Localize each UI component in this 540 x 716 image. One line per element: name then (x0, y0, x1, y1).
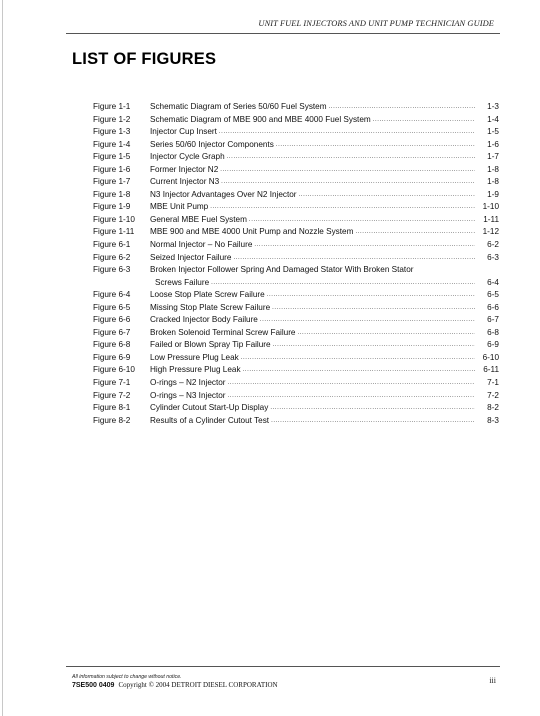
figure-label: Figure 1-8 (93, 189, 131, 199)
dot-leader (299, 189, 475, 202)
running-header: UNIT FUEL INJECTORS AND UNIT PUMP TECHNICIAN GUIDE (258, 19, 494, 28)
figure-page: 8-3 (487, 415, 499, 425)
figure-page: 7-2 (487, 390, 499, 400)
figure-label: Figure 6-8 (93, 340, 131, 350)
figure-label: Figure 1-6 (93, 164, 131, 174)
dot-leader (260, 314, 475, 327)
figure-label: Figure 1-5 (93, 152, 131, 162)
figure-page: 1-3 (487, 102, 499, 111)
dot-leader (272, 302, 475, 315)
page-edge (2, 0, 3, 716)
figure-title: Series 50/60 Injector Components (150, 139, 274, 149)
figure-label: Figure 1-7 (93, 177, 131, 187)
figure-title: MBE Unit Pump (150, 202, 209, 212)
figure-page: 6-7 (487, 315, 499, 325)
dot-leader (373, 114, 475, 127)
figure-title: Normal Injector – No Failure (150, 240, 253, 250)
figure-page: 1-6 (487, 139, 499, 149)
dot-leader (228, 390, 475, 403)
figure-label: Figure 6-5 (93, 302, 131, 312)
figure-title: Injector Cycle Graph (150, 152, 225, 162)
figure-entry (93, 352, 499, 365)
figure-entry (93, 114, 499, 127)
figure-title: Schematic Diagram of MBE 900 and MBE 4000 Fuel System (150, 114, 371, 124)
figure-page: 6-10 (482, 352, 499, 362)
figure-title: Broken Solenoid Terminal Screw Failure (150, 327, 296, 337)
dot-leader (221, 176, 475, 189)
figure-label: Figure 6-6 (93, 315, 131, 325)
figure-entry (93, 314, 499, 327)
dot-leader (267, 289, 475, 302)
page-title: LIST OF FIGURES (72, 50, 217, 68)
figure-title: Injector Cup Insert (150, 127, 217, 137)
figure-page: 6-3 (487, 252, 499, 262)
figure-title: Current Injector N3 (150, 177, 220, 187)
dot-leader (227, 151, 475, 164)
figure-page: 1-8 (487, 164, 499, 174)
figure-entry-continued (93, 277, 499, 290)
figure-title: Former Injector N2 (150, 164, 219, 174)
figure-title: Schematic Diagram of Series 50/60 Fuel System (150, 102, 327, 111)
figure-title: Loose Stop Plate Screw Failure (150, 290, 265, 300)
figure-label: Figure 6-10 (93, 365, 135, 375)
figure-label: Figure 1-10 (93, 214, 135, 224)
figure-title-continued: Screws Failure (155, 277, 210, 287)
figure-page: 1-9 (487, 189, 499, 199)
figure-entry (93, 289, 499, 302)
figure-page: 1-8 (487, 177, 499, 187)
figure-page: 1-5 (487, 127, 499, 137)
dot-leader (233, 252, 475, 265)
figure-title: MBE 900 and MBE 4000 Unit Pump and Nozzle System (150, 227, 354, 237)
dot-leader (249, 214, 475, 227)
figure-page: 6-6 (487, 302, 499, 312)
footer-rule (66, 666, 500, 667)
figure-entry (93, 302, 499, 315)
figure-entry (93, 339, 499, 352)
figure-entry (93, 239, 499, 252)
dot-leader (355, 226, 475, 239)
figure-label: Figure 6-1 (93, 240, 131, 250)
figure-entry (93, 364, 499, 377)
figure-entry (93, 176, 499, 189)
figure-label: Figure 1-2 (93, 114, 131, 124)
figure-page: 6-8 (487, 327, 499, 337)
figure-page: 6-5 (487, 290, 499, 300)
dot-leader (254, 239, 475, 252)
figure-title: Low Pressure Plug Leak (150, 352, 239, 362)
figure-label: Figure 6-2 (93, 252, 131, 262)
figure-label: Figure 8-2 (93, 415, 131, 425)
list-of-figures (93, 101, 499, 427)
figure-label: Figure 7-2 (93, 390, 131, 400)
figure-page: 1-7 (487, 152, 499, 162)
figure-label: Figure 1-3 (93, 127, 131, 137)
figure-page: 1-12 (482, 227, 499, 237)
figure-label: Figure 6-3 (93, 265, 131, 275)
figure-entry (93, 164, 499, 177)
figure-label: Figure 6-7 (93, 327, 131, 337)
figure-page: 1-11 (483, 214, 499, 224)
dot-leader (211, 277, 475, 290)
figure-entry (93, 214, 499, 227)
figure-entry (93, 377, 499, 390)
header-rule (66, 33, 500, 34)
figure-title: Failed or Blown Spray Tip Failure (150, 340, 271, 350)
figure-label: Figure 1-11 (93, 227, 135, 237)
figure-label: Figure 1-1 (93, 102, 131, 111)
document-code: 7SE500 0409 (72, 682, 115, 689)
figure-entry (93, 226, 499, 239)
figure-label: Figure 6-4 (93, 290, 131, 300)
page-number: iii (489, 676, 496, 685)
figure-page: 6-4 (487, 277, 499, 287)
figure-title: Cylinder Cutout Start-Up Display (150, 403, 269, 413)
figure-title: Seized Injector Failure (150, 252, 232, 262)
figure-title: N3 Injector Advantages Over N2 Injector (150, 189, 297, 199)
figure-page: 6-9 (487, 340, 499, 350)
dot-leader (276, 139, 475, 152)
figure-title: Broken Injector Follower Spring And Damaged Stator With Broken Stator (150, 265, 414, 275)
figure-entry (93, 252, 499, 265)
figure-label: Figure 1-4 (93, 139, 131, 149)
figure-page: 6-11 (483, 365, 499, 375)
figure-page: 1-10 (482, 202, 499, 212)
dot-leader (220, 164, 475, 177)
dot-leader (270, 402, 475, 415)
figure-title: O-rings – N2 Injector (150, 378, 226, 388)
figure-entry (93, 126, 499, 139)
figure-entry (93, 201, 499, 214)
figure-label: Figure 7-1 (93, 378, 131, 388)
figure-page: 6-2 (487, 240, 499, 250)
figure-entry (93, 189, 499, 202)
figure-label: Figure 1-9 (93, 202, 131, 212)
dot-leader (273, 339, 475, 352)
dot-leader (297, 327, 475, 340)
figure-page: 1-4 (487, 114, 499, 124)
footer-doc-info (72, 681, 278, 689)
figure-title: Results of a Cylinder Cutout Test (150, 415, 270, 425)
figure-title: Missing Stop Plate Screw Failure (150, 302, 271, 312)
figure-entry (93, 139, 499, 152)
figure-label: Figure 6-9 (93, 352, 131, 362)
figure-title: O-rings – N3 Injector (150, 390, 226, 400)
copyright: Copyright © 2004 DETROIT DIESEL CORPORATION (118, 681, 278, 689)
figure-entry (93, 402, 499, 415)
dot-leader (210, 201, 475, 214)
figure-title: Cracked Injector Body Failure (150, 315, 258, 325)
figure-title: General MBE Fuel System (150, 214, 247, 224)
figure-page: 8-2 (487, 403, 499, 413)
figure-label: Figure 8-1 (93, 403, 131, 413)
figure-page: 7-1 (487, 378, 499, 388)
figure-entry (93, 151, 499, 164)
figure-entry (93, 101, 499, 114)
dot-leader (228, 377, 475, 390)
footer-disclaimer: All information subject to change without notice. (72, 674, 182, 680)
figure-entry (93, 415, 499, 428)
dot-leader (271, 415, 475, 428)
dot-leader (219, 126, 475, 139)
figure-entry (93, 327, 499, 340)
figure-entry (93, 390, 499, 403)
figure-entry (93, 264, 499, 277)
dot-leader (241, 352, 475, 365)
dot-leader (329, 101, 475, 114)
figure-title: High Pressure Plug Leak (150, 365, 241, 375)
dot-leader (243, 364, 475, 377)
